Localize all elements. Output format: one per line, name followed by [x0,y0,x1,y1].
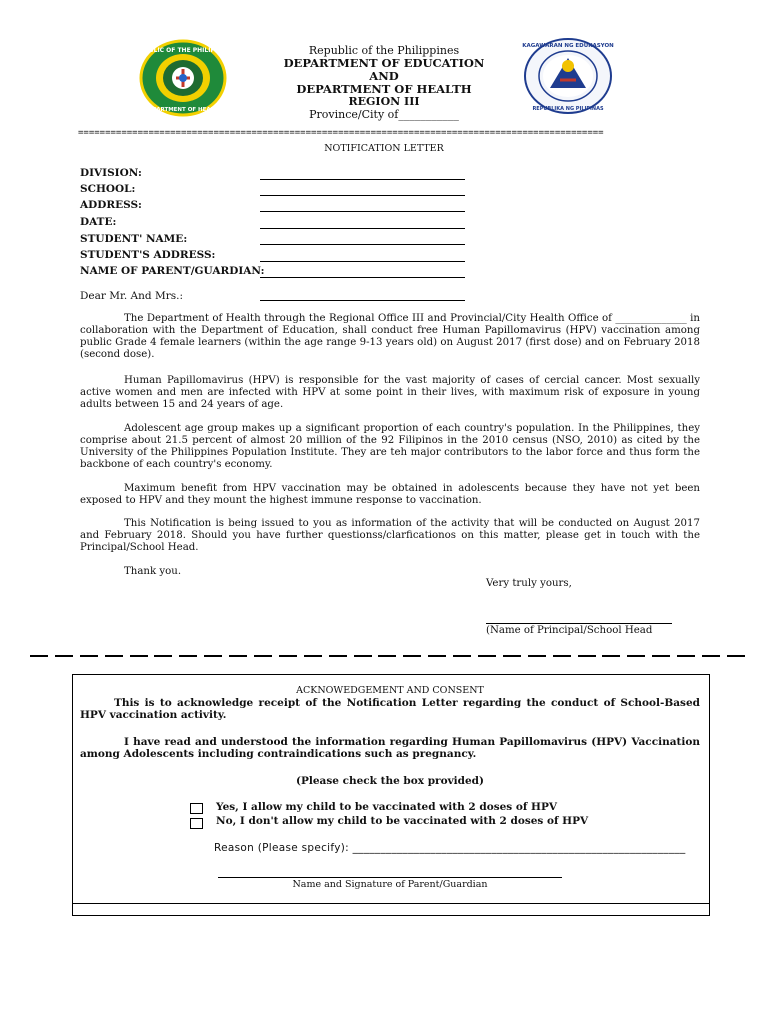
separator-line: ================================================================================================= [78,128,604,138]
header-doh: DEPARTMENT OF HEALTH [296,82,472,96]
paragraph-1: The Department of Health through the Regional Office III and Provincial/City Health Office of ______________ in collaboration with the Department of Education, shall conduct free Human Papillomavirus (HPV) vaccination among public Grade 4 female learners (within the age range 9-13 years old) on August 2017 (first dose) and on February 2018 (second dose). [80,313,700,360]
paragraph-4: Maximum benefit from HPV vaccination may be obtained in adolescents because they have not yet been exposed to HPV and they mount the highest immune response to vaccination. [80,483,700,506]
field-label-division: DIVISION: [80,167,142,179]
field-label-school: SCHOOL: [80,183,136,195]
reason-field[interactable]: Reason (Please specify): ____________________________________________________________ [214,842,686,854]
field-line-salutation[interactable] [260,300,465,301]
field-label-student-name: STUDENT' NAME: [80,233,188,245]
paragraph-5: This Notification is being issued to you as information of the activity that will be conducted on August 2017 and February 2018. Should you have further questionss/clarficationos on this matter, please get in touch with the Principal/School Head. [80,518,700,553]
header-region: REGION III [348,95,420,108]
field-line-division[interactable] [260,179,465,180]
letter-title: NOTIFICATION LETTER [324,143,444,154]
field-label-address: ADDRESS: [80,199,142,211]
header-republic: Republic of the Philippines [308,44,460,57]
consent-yes-label: Yes, I allow my child to be vaccinated with 2 doses of HPV [216,801,558,813]
paragraph-2: Human Papillomavirus (HPV) is responsible for the vast majority of cases of cercial cancer. Most sexually active women and men are infected with HPV at some point in their lives, with maximum risk of exposure in young adults between 15 and 24 years of age. [80,375,700,410]
ack-paragraph-1: This is to acknowledge receipt of the Notification Letter regarding the conduct of School-Based HPV vaccination activity. [80,697,700,721]
field-line-parent-guardian[interactable] [260,277,465,278]
consent-no-checkbox[interactable] [190,818,203,829]
field-label-parent-guardian: NAME OF PARENT/GUARDIAN: [80,265,265,277]
svg-text:REPUBLIKA NG PILIPINAS: REPUBLIKA NG PILIPINAS [532,106,604,112]
thank-you: Thank you. [124,566,182,577]
salutation: Dear Mr. And Mrs.: [80,290,183,302]
signature-line [486,623,672,624]
parent-signature-caption: Name and Signature of Parent/Guardian [292,879,488,890]
consent-no-label: No, I don't allow my child to be vaccinated with 2 doses of HPV [216,815,589,827]
ack-title: ACKNOWEDGEMENT AND CONSENT [296,685,484,696]
signatory: (Name of Principal/School Head [486,625,653,636]
field-label-date: DATE: [80,216,117,228]
svg-text:DEPARTMENT OF HEALTH: DEPARTMENT OF HEALTH [144,107,222,113]
field-line-student-name[interactable] [260,244,465,245]
header-province: Province/City of___________ [309,108,459,121]
field-line-school[interactable] [260,195,465,196]
field-line-address[interactable] [260,211,465,212]
header-and: AND [369,69,399,83]
consent-yes-checkbox[interactable] [190,803,203,814]
parent-signature-line[interactable] [218,877,562,878]
svg-text:REPUBLIC OF THE PHILIPPINES: REPUBLIC OF THE PHILIPPINES [131,47,235,54]
closing: Very truly yours, [486,578,572,589]
field-line-student-address[interactable] [260,261,465,262]
svg-text:KAGAWARAN NG EDUKASYON: KAGAWARAN NG EDUKASYON [522,43,614,49]
ack-instruction: (Please check the box provided) [296,775,484,787]
paragraph-3: Adolescent age group makes up a significant proportion of each country's population. In the Philippines, they comprise about 21.5 percent of almost 20 million of the 92 Filipinos in the 2010 census (NSO, 2010) as cited by the University of the Philippines Population Institute. They are teh major contributors to the labor force and thus form the backbone of each country's economy. [80,423,700,470]
header-deped: DEPARTMENT OF EDUCATION [283,56,485,70]
field-label-student-address: STUDENT'S ADDRESS: [80,249,216,261]
ack-paragraph-2: I have read and understood the information regarding Human Papillomavirus (HPV) Vaccination among Adolescents including contraindications such as pregnancy. [80,736,700,760]
cut-line [30,655,745,657]
field-line-date[interactable] [260,228,465,229]
acknowledgement-box-bottom-line [72,903,710,904]
